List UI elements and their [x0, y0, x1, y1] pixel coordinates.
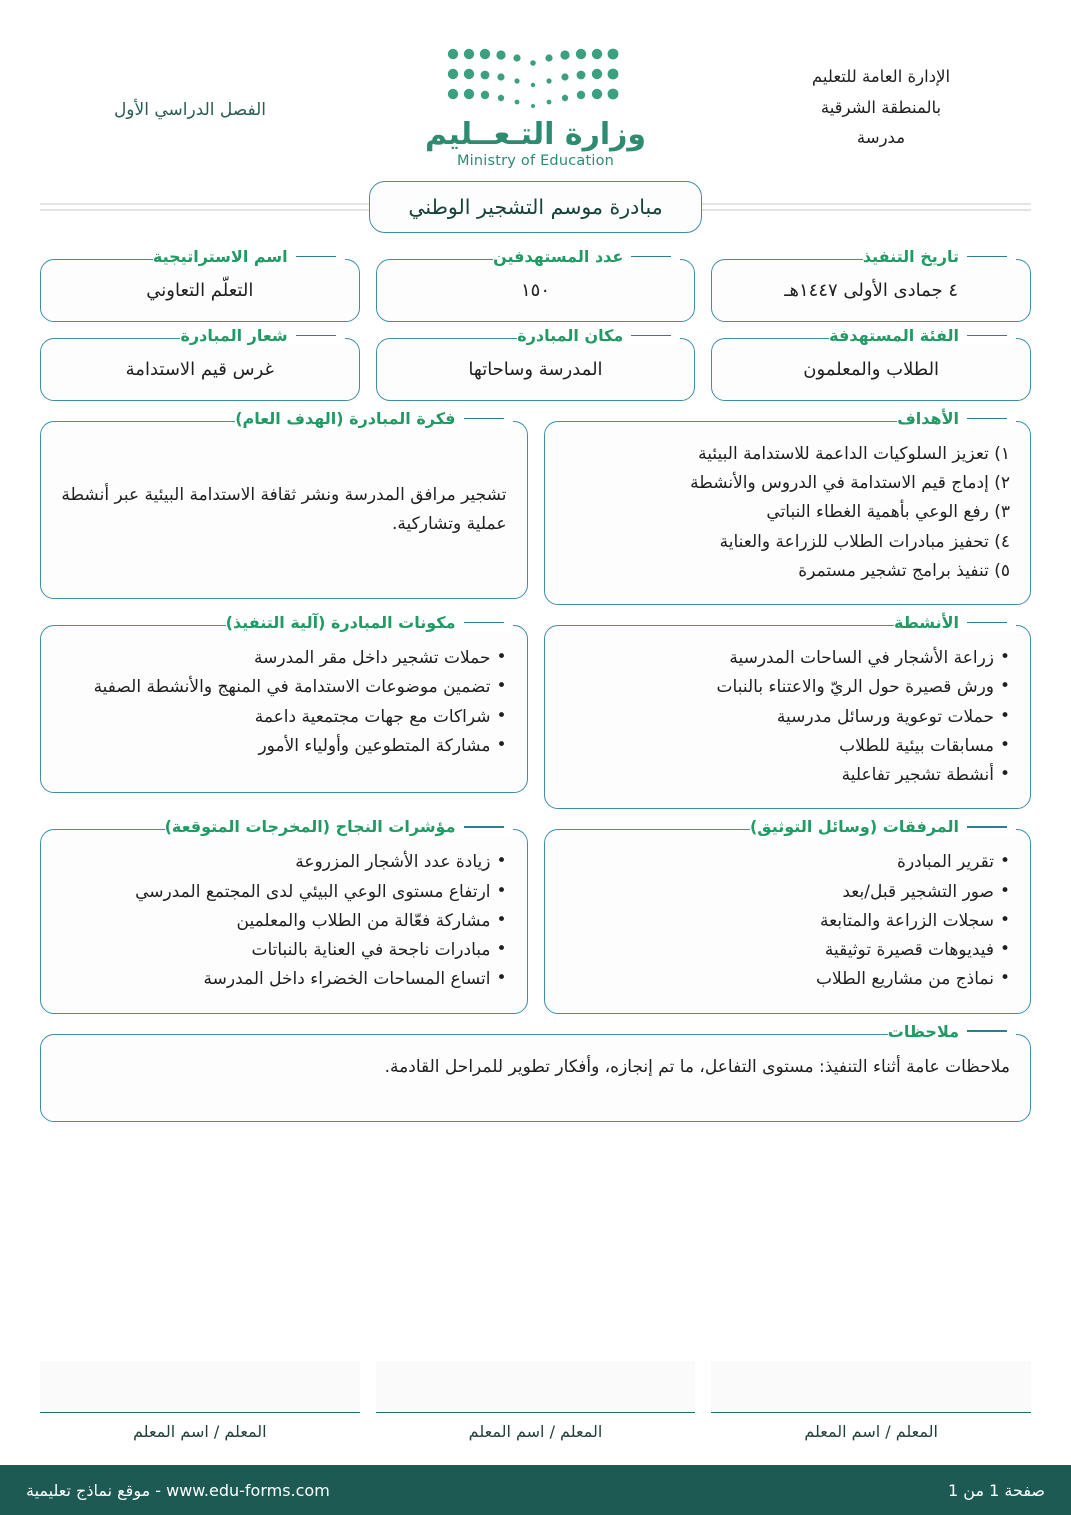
list-item: ٤) تحفيز مبادرات الطلاب للزراعة والعناية [719, 531, 1010, 552]
field-value[interactable]: غرس قيم الاستدامة [125, 359, 274, 380]
field-label: شعار المبادرة [180, 326, 344, 345]
signature-label: المعلم / اسم المعلم [468, 1422, 603, 1441]
section-notes [40, 1021, 1031, 1122]
section-label: مكونات المبادرة (آلية التنفيذ) [226, 613, 513, 632]
field-value[interactable]: المدرسة وساحاتها [468, 359, 603, 380]
section-label: ملاحظات [888, 1022, 1016, 1041]
list-item: • مشاركة المتطوعين وأولياء الأمور [61, 732, 507, 761]
fields-row-2 [40, 326, 1031, 401]
list-item: • شراكات مع جهات مجتمعية داعمة [61, 703, 507, 732]
field-value[interactable]: الطلاب والمعلمون [803, 359, 940, 380]
signature-label: المعلم / اسم المعلم [804, 1422, 938, 1441]
section-success-indicators [40, 817, 528, 1013]
ministry-logo-english: Ministry of Education [456, 153, 615, 169]
idea-body [61, 440, 507, 580]
field-label: تاريخ التنفيذ [863, 247, 1016, 266]
semester-label: الفصل الدراسي الأول [113, 100, 267, 120]
list-item: • تضمين موضوعات الاستدامة في المنهج والأنشطة الصفية [61, 673, 507, 702]
section-row-activities [40, 613, 1031, 809]
label-rule [464, 622, 504, 623]
list-item: ١) تعزيز السلوكيات الداعمة للاستدامة البيئية [698, 444, 1010, 464]
title-row [40, 171, 1031, 243]
list-item: • اتساع المساحات الخضراء داخل المدرسة [61, 965, 507, 994]
label-rule [296, 335, 336, 336]
success-body [61, 848, 507, 994]
section-label: الأنشطة [894, 613, 1016, 632]
components-list [61, 644, 507, 761]
fields-row-1 [40, 247, 1031, 322]
page-footer [0, 1465, 1071, 1515]
signature-block [40, 1361, 360, 1441]
label-rule [631, 256, 671, 257]
admin-line-3: مدرسة [856, 128, 906, 148]
section-label: المرفقات (وسائل التوثيق) [750, 817, 1016, 836]
section-objectives [544, 409, 1032, 605]
list-item: • صور التشجير قبل/بعد [565, 878, 1011, 907]
field-label: عدد المستهدفين [493, 247, 680, 266]
section-activities [544, 613, 1032, 809]
section-label: الأهداف [897, 409, 1016, 428]
components-body [61, 644, 507, 761]
footer-page-number: صفحة 1 من 1 [948, 1480, 1045, 1500]
list-item: • زراعة الأشجار في الساحات المدرسية [565, 644, 1011, 673]
field-strategy-name [40, 247, 360, 322]
list-item: • سجلات الزراعة والمتابعة [565, 907, 1011, 936]
signature-row [40, 1361, 1031, 1441]
objectives-list [565, 440, 1011, 586]
label-rule [967, 826, 1007, 827]
signature-area[interactable] [40, 1361, 360, 1413]
field-value[interactable]: التعلّم التعاوني [146, 280, 254, 301]
footer-site: www.edu-forms.com - موقع نماذج تعليمية [26, 1480, 330, 1500]
label-rule [967, 256, 1007, 257]
label-rule [296, 256, 336, 257]
list-item: ٣) رفع الوعي بأهمية الغطاء النباتي [766, 502, 1010, 523]
section-row-objectives [40, 409, 1031, 605]
label-rule [464, 418, 504, 419]
label-rule [464, 826, 504, 827]
label-rule [631, 335, 671, 336]
notes-text: ملاحظات عامة أثناء التنفيذ: مستوى التفاعل، ما تم إنجازه، وأفكار تطوير للمراحل القادمة. [384, 1056, 1010, 1077]
label-rule [967, 622, 1007, 623]
section-label: مؤشرات النجاح (المخرجات المتوقعة) [165, 817, 513, 836]
ministry-logo [411, 40, 661, 169]
list-item: • حملات توعوية ورسائل مدرسية [565, 703, 1011, 732]
ministry-logo-arabic: وزارة التـعــليم [424, 117, 647, 152]
page-title: مبادرة موسم التشجير الوطني [369, 181, 701, 233]
list-item: • نماذج من مشاريع الطلاب [565, 965, 1011, 994]
activities-list [565, 644, 1011, 790]
list-item: • حملات تشجير داخل مقر المدرسة [61, 644, 507, 673]
signature-area[interactable] [376, 1361, 696, 1413]
attachments-body [565, 848, 1011, 994]
list-item: • أنشطة تشجير تفاعلية [565, 761, 1011, 790]
field-execution-date [711, 247, 1031, 322]
label-rule [967, 335, 1007, 336]
list-item: • مسابقات بيئية للطلاب [565, 732, 1011, 761]
label-rule [967, 1030, 1007, 1031]
section-row-notes [40, 1021, 1031, 1122]
signature-block [711, 1361, 1031, 1441]
school-admin-block [731, 40, 1031, 154]
list-item: ٢) إدماج قيم الاستدامة في الدروس والأنشطة [690, 473, 1010, 494]
admin-line-2: بالمنطقة الشرقية [820, 97, 942, 117]
field-initiative-place [376, 326, 696, 401]
field-value[interactable]: ٤ جمادى الأولى ١٤٤٧هـ [784, 280, 959, 301]
list-item: ٥) تنفيذ برامج تشجير مستمرة [798, 560, 1010, 581]
section-initiative-idea [40, 409, 528, 605]
list-item: • ورش قصيرة حول الريّ والاعتناء بالنبات [565, 673, 1011, 702]
section-label: فكرة المبادرة (الهدف العام) [235, 409, 512, 428]
attachments-list [565, 848, 1011, 994]
field-label: الفئة المستهدفة [829, 326, 1016, 345]
list-item: • فيديوهات قصيرة توثيقية [565, 936, 1011, 965]
field-value[interactable]: ١٥٠ [520, 280, 550, 301]
list-item: • مبادرات ناجحة في العناية بالنباتات [61, 936, 507, 965]
section-attachments [544, 817, 1032, 1013]
field-label: اسم الاستراتيجية [153, 247, 345, 266]
label-rule [967, 418, 1007, 419]
ministry-logo-dots-icon [441, 44, 631, 116]
objectives-body [565, 440, 1011, 586]
page-header [40, 0, 1031, 169]
field-target-count [376, 247, 696, 322]
section-components [40, 613, 528, 809]
section-row-attachments [40, 817, 1031, 1013]
field-target-group [711, 326, 1031, 401]
list-item: • زيادة عدد الأشجار المزروعة [61, 848, 507, 877]
activities-body [565, 644, 1011, 790]
notes-body[interactable] [61, 1053, 1010, 1082]
field-initiative-slogan [40, 326, 360, 401]
admin-line-1: الإدارة العامة للتعليم [811, 67, 951, 86]
list-item: • تقرير المبادرة [565, 848, 1011, 877]
list-item: • ارتفاع مستوى الوعي البيئي لدى المجتمع المدرسي [61, 878, 507, 907]
list-item: • مشاركة فعّالة من الطلاب والمعلمين [61, 907, 507, 936]
signature-block [376, 1361, 696, 1441]
idea-text: تشجير مرافق المدرسة ونشر ثقافة الاستدامة البيئية عبر أنشطة عملية وتشاركية. [61, 484, 507, 534]
field-label: مكان المبادرة [517, 326, 680, 345]
signature-label: المعلم / اسم المعلم [133, 1422, 267, 1441]
signature-area[interactable] [711, 1361, 1031, 1413]
success-list [61, 848, 507, 994]
